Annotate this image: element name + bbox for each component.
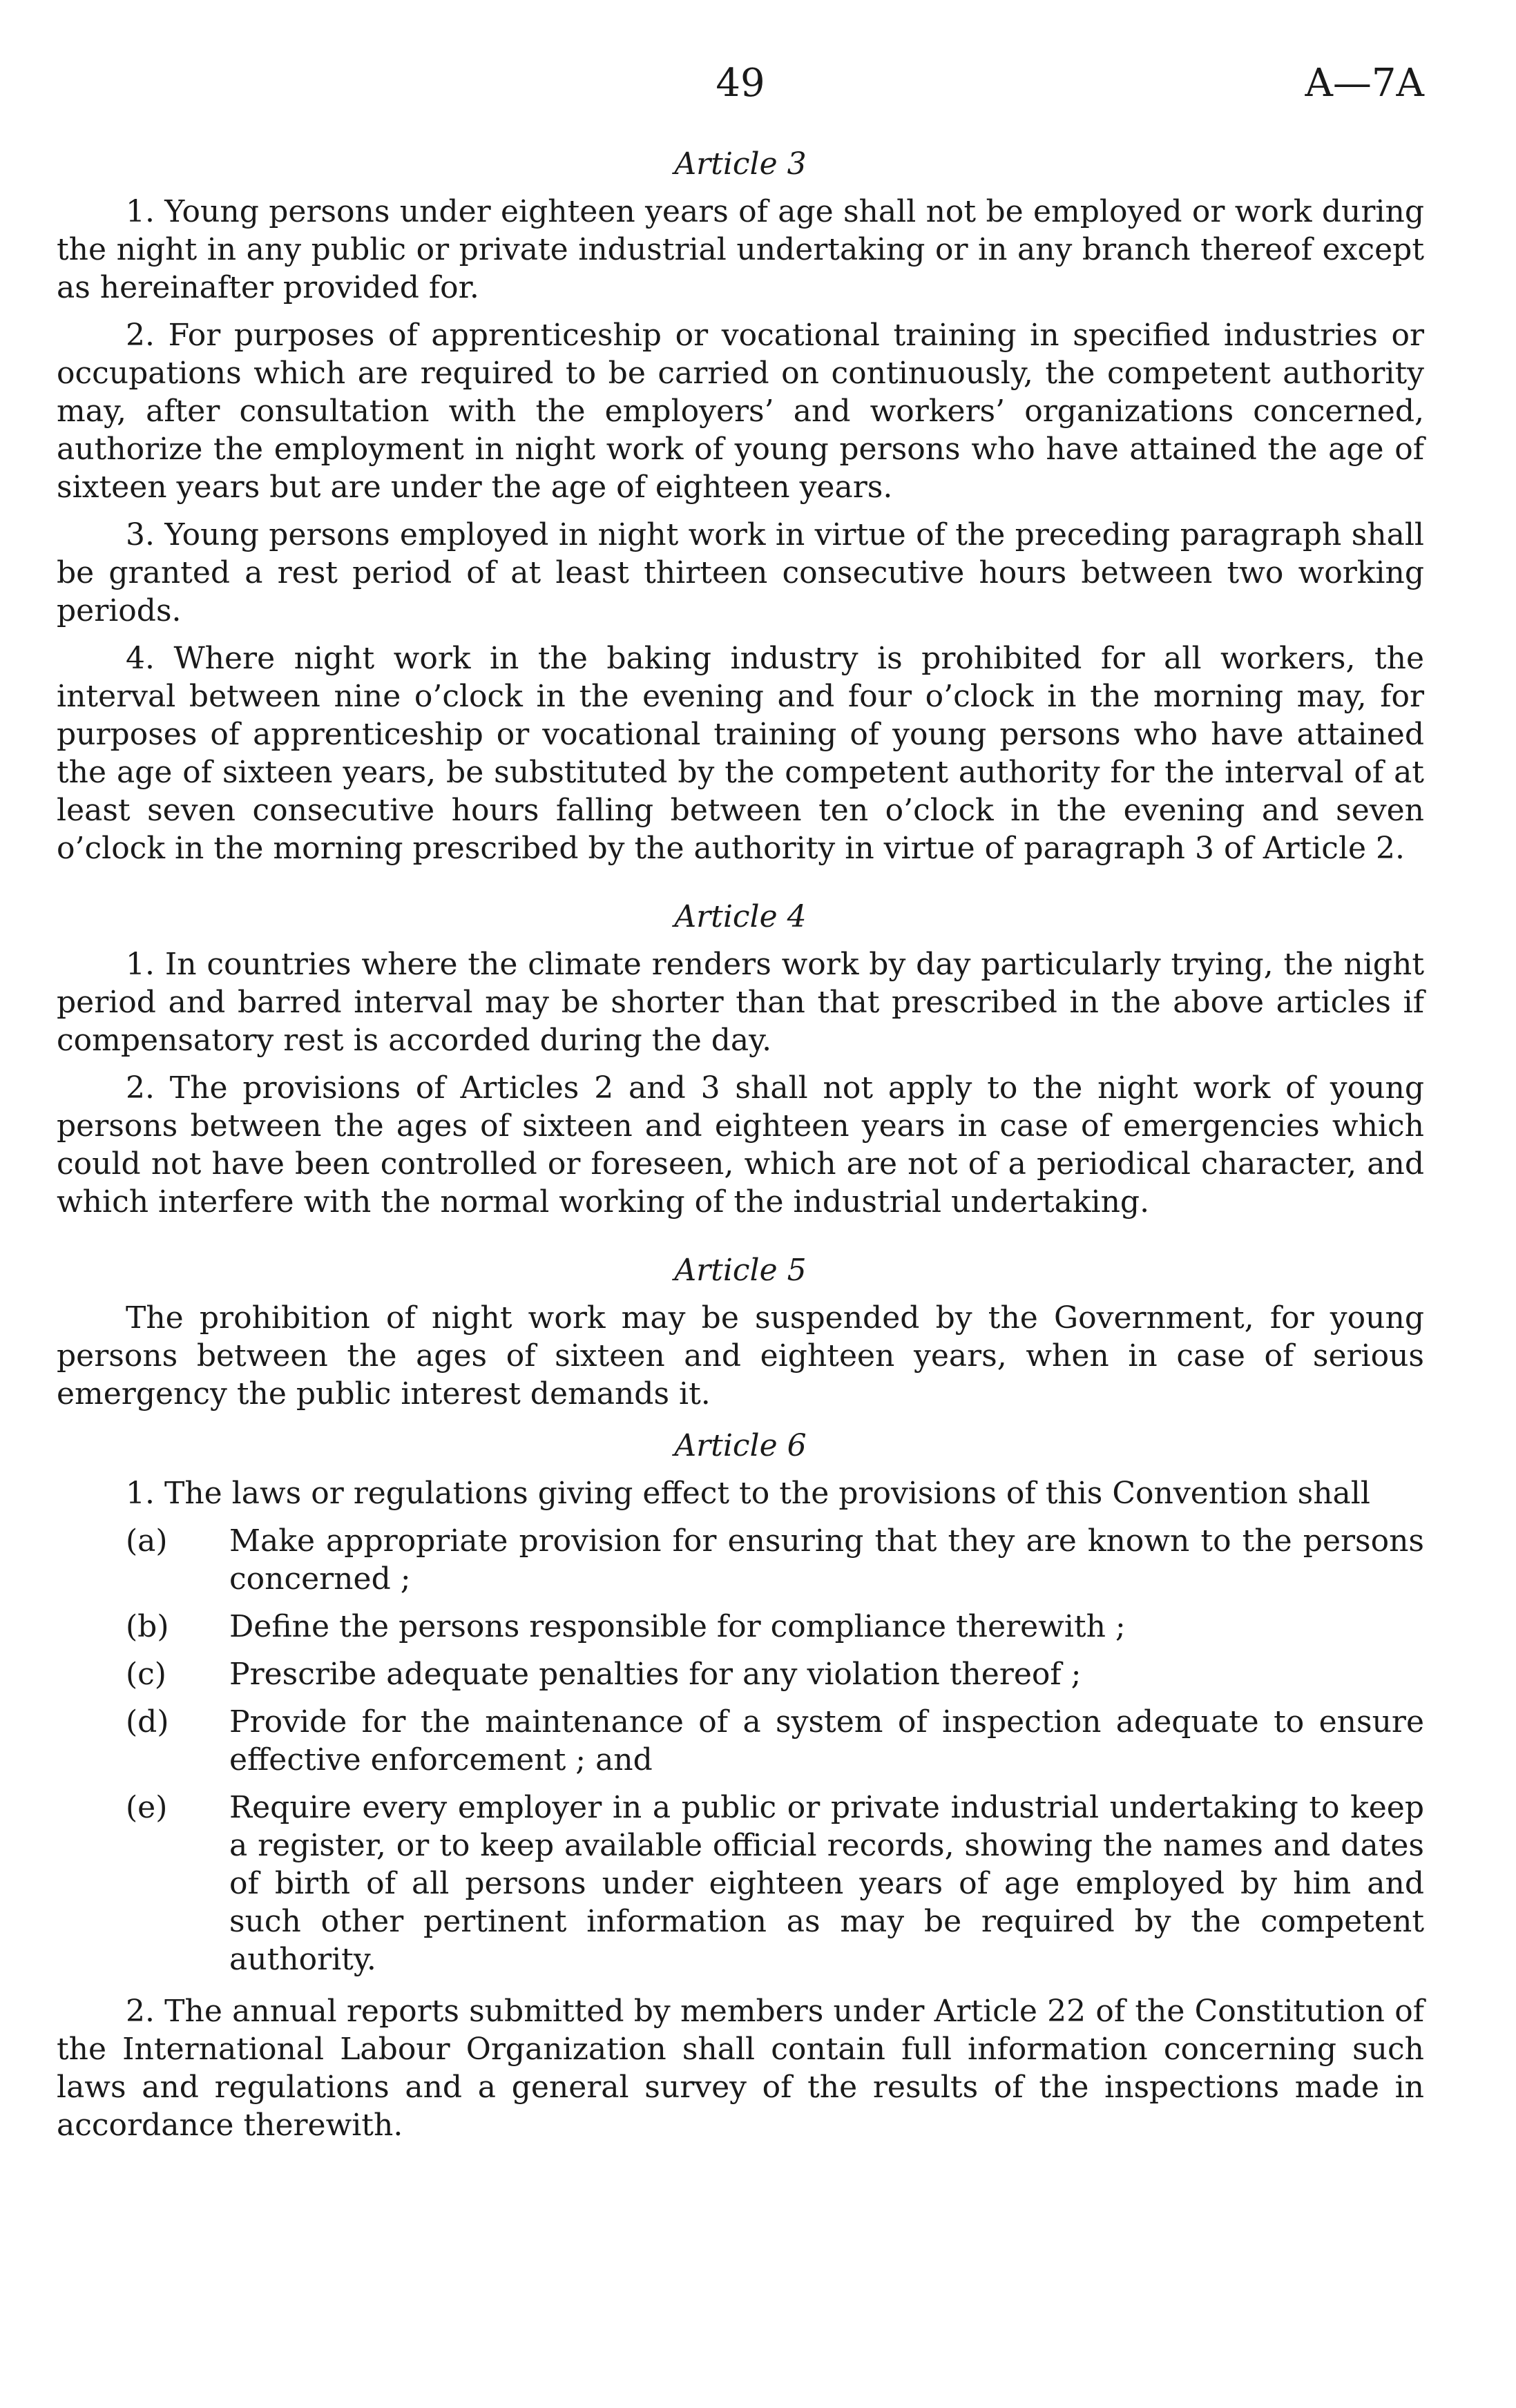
list-item <box>57 1522 1424 1598</box>
list-item <box>57 1789 1424 1978</box>
list-item <box>57 1703 1424 1779</box>
article-heading: Article 6 <box>674 1428 807 1463</box>
list-item-text: Require every employer in a public or private industrial undertaking to keep a register, or to keep available official records, showing the names and dates of birth of all persons under eighteen years of age employed by him and such other pertinent information as may be required by the competent authority. <box>229 1790 1424 1977</box>
article-heading: Article 3 <box>674 146 807 182</box>
paragraph: 2. For purposes of apprenticeship or vocational training in specified industries or occupations which are required to be carried on continuously, the competent authority may, after consultation with the employers’ and workers’ organizations concerned, authorize the employment in night work of young persons who have attained the age of sixteen years but are under the age of eighteen years. <box>57 318 1424 505</box>
document-page <box>57 0 1424 2408</box>
article-heading: Article 5 <box>674 1253 807 1288</box>
paragraph: 4. Where night work in the baking industry is prohibited for all workers, the interval between nine o’clock in the evening and four o’clock in the morning may, for purposes of apprenticeship or vocational training of young persons who have attained the age of sixteen years, be substituted by the competent authority for the interval of at least seven consecutive hours falling between ten o’clock in the evening and seven o’clock in the morning prescribed by the authority in virtue of paragraph 3 of Article 2. <box>57 641 1424 866</box>
list-item-label: (e) <box>126 1790 168 1825</box>
paragraph: 2. The provisions of Articles 2 and 3 shall not apply to the night work of young persons between the ages of sixteen and eighteen years in case of emergencies which could not have been controlled or foreseen, which are not of a periodical character, and which interfere with the normal working of the industrial undertaking. <box>57 1070 1424 1220</box>
paragraph: 1. Young persons under eighteen years of age shall not be employed or work during the night in any public or private industrial undertaking or in any branch thereof except as hereinafter provided for. <box>57 194 1424 305</box>
page-number: 49 <box>716 61 765 106</box>
list-item-text: Make appropriate provision for ensuring that they are known to the persons concerned ; <box>229 1523 1424 1597</box>
article-4 <box>57 898 1424 1221</box>
list-item-label: (a) <box>126 1523 168 1559</box>
document-code: A—7A <box>1305 61 1424 106</box>
list-item-text: Define the persons responsible for compliance therewith ; <box>229 1609 1126 1644</box>
list-item <box>57 1655 1424 1693</box>
list-item-text: Prescribe adequate penalties for any violation thereof ; <box>229 1657 1082 1692</box>
list-item-label: (d) <box>126 1704 169 1740</box>
paragraph: 1. The laws or regulations giving effect to the provisions of this Convention shall <box>126 1476 1370 1511</box>
article-3 <box>57 145 1424 867</box>
document-body <box>57 145 1424 2154</box>
list-item-label: (c) <box>126 1657 166 1692</box>
paragraph: The prohibition of night work may be suspended by the Government, for young persons between the ages of sixteen and eighteen years, when in case of serious emergency the public interest demands it. <box>57 1300 1424 1412</box>
paragraph: 1. In countries where the climate renders work by day particularly trying, the night period and barred interval may be shorter than that prescribed in the above articles if compensatory rest is accorded during the day. <box>57 947 1424 1058</box>
article-6 <box>57 1427 1424 2144</box>
list-item-text: Provide for the maintenance of a system of inspection adequate to ensure effective enforcement ; and <box>229 1704 1424 1778</box>
article-5 <box>57 1251 1424 1413</box>
list-item <box>57 1608 1424 1646</box>
paragraph: 3. Young persons employed in night work in virtue of the preceding paragraph shall be granted a rest period of at least thirteen consecutive hours between two working periods. <box>57 517 1424 628</box>
article-heading: Article 4 <box>674 899 807 934</box>
list-item-label: (b) <box>126 1609 169 1644</box>
page-header <box>57 61 1424 116</box>
paragraph: 2. The annual reports submitted by members under Article 22 of the Constitution of the International Labour Organization shall contain full information concerning such laws and regulations and a general survey of the results of the inspections made in accordance therewith. <box>57 1994 1424 2143</box>
